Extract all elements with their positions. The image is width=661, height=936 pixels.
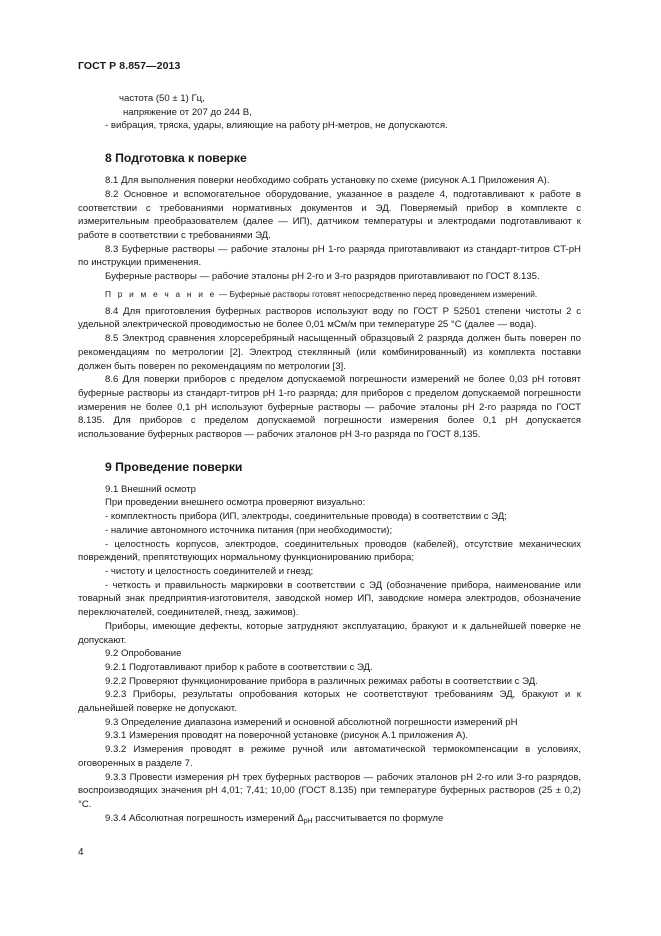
paragraph: 8.5 Электрод сравнения хлорсеребряный насыщенный образцовый 2 разряда должен быть поверен по рекомендациям по метрологии [2]. Электрод стеклянный (или комбинированный) из комплекта поставки должен быть поверен по рекомендациям по метрологии [3].	[78, 333, 581, 372]
page-number: 4	[78, 847, 84, 858]
bullet-item: - целостность корпусов, электродов, соединительных проводов (кабелей), отсутствие механических повреждений, препятствующих нормальному функционированию прибора;	[78, 538, 581, 564]
paragraph: Буферные растворы — рабочие эталоны pH 2-го и 3-го разрядов приготавливают по ГОСТ 8.135.	[105, 271, 540, 283]
bullet-item: - вибрация, тряска, удары, влияющие на работу pH-метров, не допускаются.	[105, 120, 448, 132]
page-content	[78, 92, 581, 825]
paragraph: 9.3.3 Провести измерения pH трех буферных растворов — рабочих эталонов pH 2-го или 3-го разрядов, воспроизводящих значения pH 4,01; 7,41; 10,00 (ГОСТ 8.135) при температуре буферных растворов (25 ± 0,2) °C.	[78, 771, 581, 810]
paragraph: 9.2.2 Проверяют функционирование прибора в различных режимах работы в соответствии с ЭД.	[105, 675, 538, 687]
ph-subscript: pH	[303, 817, 313, 825]
note-text: — Буферные растворы готовят непосредственно перед проведением измерений.	[216, 288, 538, 299]
paragraph: 9.2.3 Приборы, результаты опробования которых не соответствуют требованиям ЭД, бракуют и к дальнейшей поверке не допускают.	[78, 689, 581, 715]
paragraph: 8.1 Для выполнения поверки необходимо собрать установку по схеме (рисунок А.1 Приложения А).	[105, 175, 550, 187]
paragraph: 9.2.1 Подготавливают прибор к работе в соответствии с ЭД.	[105, 661, 373, 673]
bullet-item: - четкость и правильность маркировки в соответствии с ЭД (обозначение прибора, наименование или товарный знак предприятия-изготовителя, заводской номер ИП, заводские номера электродов, обозначение переключателей, соединителей, гнезд, зажимов).	[78, 579, 581, 619]
delta-symbol: Δ	[297, 812, 304, 824]
note	[78, 288, 581, 300]
bullet-item: - чистоту и целостность соединителей и гнезд;	[105, 565, 314, 577]
paragraph: 8.6 Для поверки приборов с пределом допускаемой погрешности измерений не более 0,03 pH готовят буферные растворы из стандарт-титров pH 1-го разряда; для приборов с пределом допускаемой погрешности измерения не более 0,1 pH используют буферные растворы — рабочие эталоны pH 2-го разряда по ГОСТ 8.135. Для приборов с пределом допускаемой погрешности измерения более 0,1 pH допускается использование буферных растворов — рабочих эталонов pH 3-го разряда по ГОСТ 8.135.	[78, 374, 581, 441]
document-header: ГОСТ Р 8.857—2013	[78, 60, 181, 72]
paragraph: 8.2 Основное и вспомогательное оборудование, указанное в разделе 4, подготавливают к работе в соответствии с требованиями нормативных документов и ЭД. Поверяемый прибор в комплекте с измерительным преобразователем (далее — ИП), датчиком температуры и электродами подготавливают к работе в соответствии с требованиями ЭД.	[78, 188, 581, 241]
text-run: рассчитывается по формуле	[312, 812, 444, 824]
text-line: частота (50 ± 1) Гц,	[119, 93, 205, 104]
note-label: П р и м е ч а н и е	[105, 288, 217, 299]
paragraph: 9.3.2 Измерения проводят в режиме ручной или автоматической термокомпенсации в условиях, оговоренных в разделе 7.	[78, 744, 581, 769]
section-9-title: 9 Проведение поверки	[105, 459, 243, 474]
text-run: 9.3.4 Абсолютная погрешность измерений	[105, 812, 298, 824]
bullet-item: - комплектность прибора (ИП, электроды, соединительные провода) в соответствии с ЭД;	[105, 511, 507, 523]
paragraph: 9.2 Опробование	[105, 648, 182, 660]
paragraph: При проведении внешнего осмотра проверяют визуально:	[105, 497, 366, 509]
paragraph	[78, 812, 581, 826]
text-line: напряжение от 207 до 244 В,	[123, 106, 252, 118]
paragraph: Приборы, имеющие дефекты, которые затрудняют эксплуатацию, бракуют и к дальнейшей поверке не допускают.	[78, 620, 581, 646]
bullet-item: - наличие автономного источника питания (при необходимости);	[105, 524, 393, 536]
paragraph: 9.1 Внешний осмотр	[105, 483, 196, 495]
paragraph: 9.3.1 Измерения проводят на поверочной установке (рисунок А.1 приложения А).	[105, 730, 469, 742]
section-8-title: 8 Подготовка к поверке	[105, 151, 247, 166]
paragraph: 8.4 Для приготовления буферных растворов используют воду по ГОСТ Р 52501 степени чистоты 2 с удельной электрической проводимостью не более 0,01 мСм/м при температуре 25 °C (далее — вода).	[78, 305, 581, 331]
paragraph: 9.3 Определение диапазона измерений и основной абсолютной погрешности измерений pH	[105, 716, 518, 728]
paragraph: 8.3 Буферные растворы — рабочие эталоны pH 1-го разряда приготавливают из стандарт-титров CT-pH по инструкции применения.	[78, 243, 581, 269]
